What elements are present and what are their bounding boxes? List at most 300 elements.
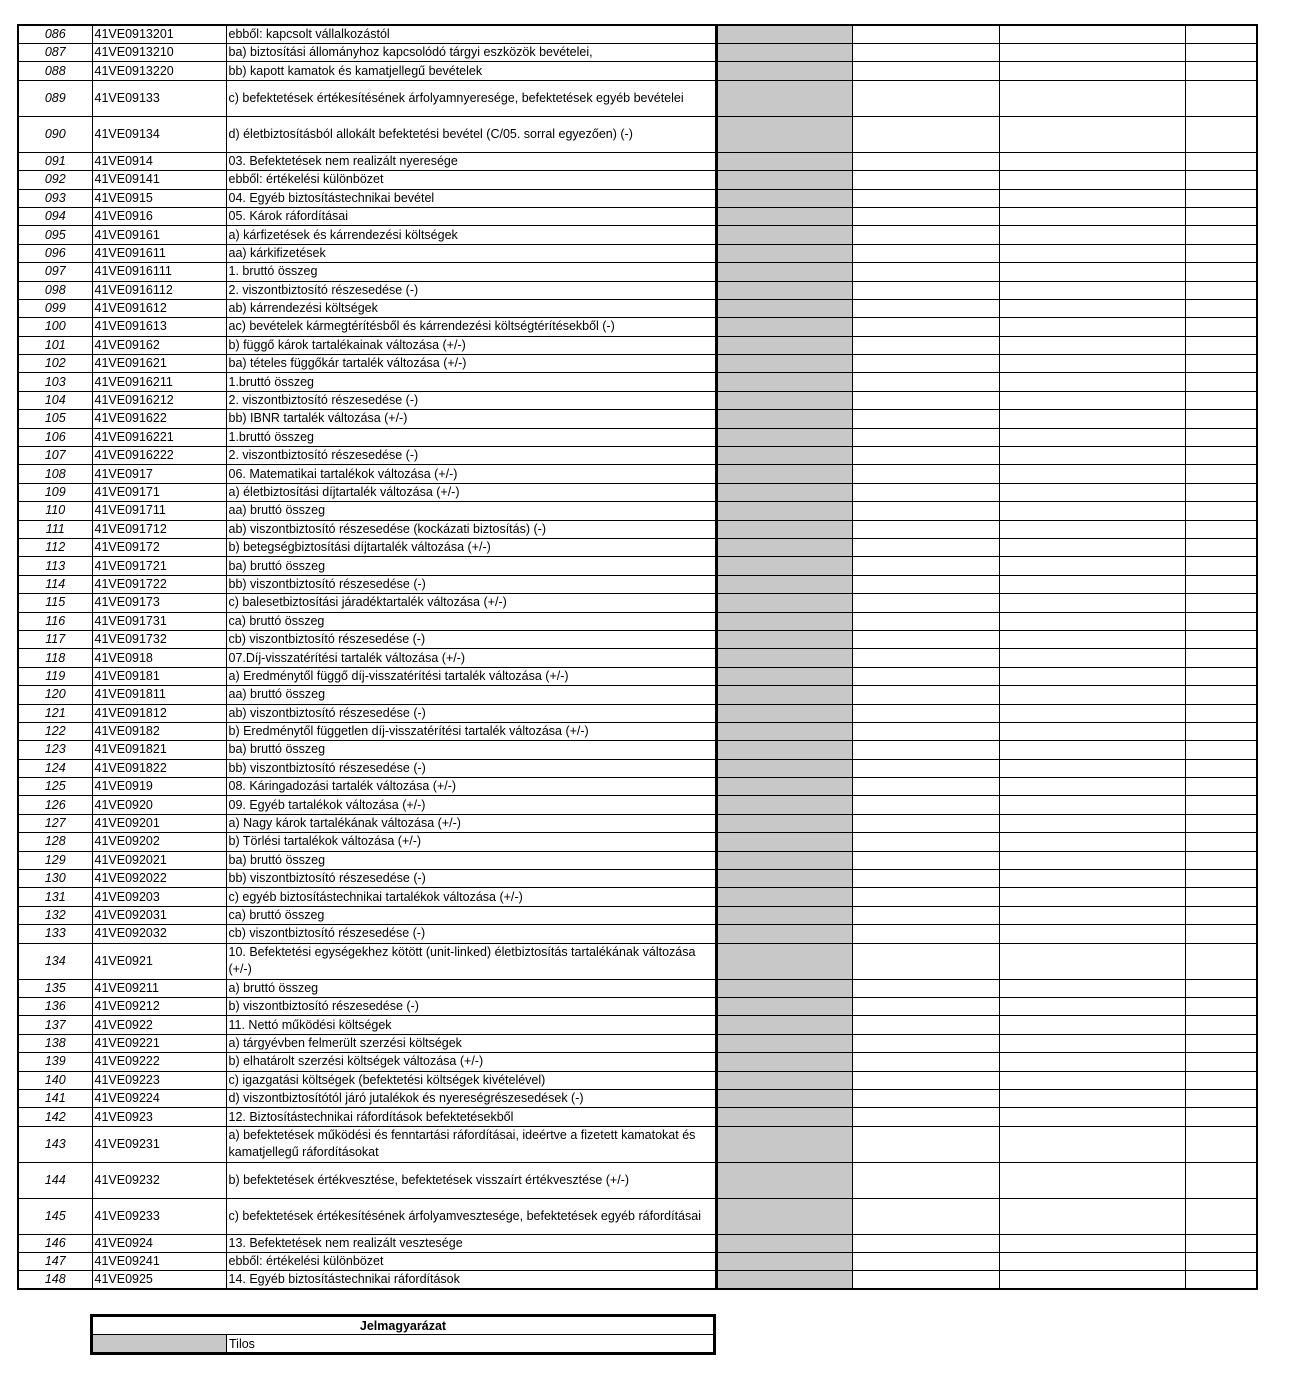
- value-cell: [999, 244, 1185, 262]
- row-number-cell: 103: [18, 373, 92, 391]
- row-code-cell: 41VE091721: [92, 557, 226, 575]
- row-description-cell: aa) kárkifizetések: [226, 244, 716, 262]
- row-number-cell: 101: [18, 336, 92, 354]
- row-description-cell: aa) bruttó összeg: [226, 502, 716, 520]
- value-cell: [1185, 336, 1257, 354]
- value-cell: [999, 281, 1185, 299]
- value-cell: [852, 226, 999, 244]
- row-number-cell: 104: [18, 391, 92, 409]
- row-code-cell: 41VE091711: [92, 502, 226, 520]
- row-code-cell: 41VE0921: [92, 943, 226, 979]
- value-cell: [852, 778, 999, 796]
- row-description-cell: ca) bruttó összeg: [226, 906, 716, 924]
- row-code-cell: 41VE0919: [92, 778, 226, 796]
- row-number-cell: 133: [18, 925, 92, 943]
- value-cell: [1185, 355, 1257, 373]
- table-row: [18, 870, 1257, 888]
- prohibited-cell: [716, 1089, 852, 1107]
- value-cell: [999, 943, 1185, 979]
- value-cell: [1185, 778, 1257, 796]
- value-cell: [999, 152, 1185, 170]
- row-code-cell: 41VE09202: [92, 833, 226, 851]
- row-number-cell: 112: [18, 538, 92, 556]
- value-cell: [1185, 44, 1257, 62]
- value-cell: [852, 318, 999, 336]
- row-number-cell: 108: [18, 465, 92, 483]
- prohibited-cell: [716, 447, 852, 465]
- prohibited-cell: [716, 391, 852, 409]
- table-row: [18, 943, 1257, 979]
- table-row: [18, 1271, 1257, 1290]
- prohibited-cell: [716, 870, 852, 888]
- row-code-cell: 41VE09134: [92, 116, 226, 152]
- prohibited-cell: [716, 630, 852, 648]
- row-number-cell: 109: [18, 483, 92, 501]
- table-row: [18, 447, 1257, 465]
- row-number-cell: 127: [18, 814, 92, 832]
- value-cell: [852, 80, 999, 116]
- value-cell: [999, 906, 1185, 924]
- row-description-cell: ebből: értékelési különbözet: [226, 1253, 716, 1271]
- row-description-cell: ba) biztosítási állományhoz kapcsolódó tárgyi eszközök bevételei,: [226, 44, 716, 62]
- value-cell: [1185, 373, 1257, 391]
- row-code-cell: 41VE09203: [92, 888, 226, 906]
- row-description-cell: bb) viszontbiztosító részesedése (-): [226, 870, 716, 888]
- row-number-cell: 111: [18, 520, 92, 538]
- row-number-cell: 138: [18, 1034, 92, 1052]
- row-description-cell: b) befektetések értékvesztése, befektetések visszaírt értékvesztése (+/-): [226, 1162, 716, 1198]
- prohibited-cell: [716, 575, 852, 593]
- prohibited-cell: [716, 410, 852, 428]
- value-cell: [1185, 1253, 1257, 1271]
- row-number-cell: 135: [18, 979, 92, 997]
- value-cell: [999, 612, 1185, 630]
- value-cell: [999, 465, 1185, 483]
- value-cell: [999, 80, 1185, 116]
- value-cell: [999, 870, 1185, 888]
- value-cell: [852, 25, 999, 44]
- value-cell: [852, 759, 999, 777]
- value-cell: [1185, 1271, 1257, 1290]
- row-code-cell: 41VE0913210: [92, 44, 226, 62]
- value-cell: [999, 355, 1185, 373]
- prohibited-cell: [716, 263, 852, 281]
- table-row: [18, 189, 1257, 207]
- table-row: [18, 410, 1257, 428]
- value-cell: [852, 870, 999, 888]
- row-code-cell: 41VE0916211: [92, 373, 226, 391]
- prohibited-cell: [716, 62, 852, 80]
- row-code-cell: 41VE0916112: [92, 281, 226, 299]
- row-number-cell: 102: [18, 355, 92, 373]
- table-row: [18, 1126, 1257, 1162]
- value-cell: [852, 1071, 999, 1089]
- prohibited-cell: [716, 171, 852, 189]
- row-description-cell: 03. Befektetések nem realizált nyeresége: [226, 152, 716, 170]
- value-cell: [1185, 226, 1257, 244]
- prohibited-cell: [716, 612, 852, 630]
- table-row: [18, 557, 1257, 575]
- prohibited-cell: [716, 833, 852, 851]
- table-row: [18, 428, 1257, 446]
- table-row: [18, 1162, 1257, 1198]
- row-code-cell: 41VE091722: [92, 575, 226, 593]
- value-cell: [999, 704, 1185, 722]
- value-cell: [1185, 428, 1257, 446]
- table-row: [18, 520, 1257, 538]
- prohibited-cell: [716, 759, 852, 777]
- row-code-cell: 41VE09171: [92, 483, 226, 501]
- row-description-cell: 1. bruttó összeg: [226, 263, 716, 281]
- value-cell: [1185, 1198, 1257, 1234]
- value-cell: [852, 1108, 999, 1126]
- value-cell: [1185, 594, 1257, 612]
- prohibited-cell: [716, 152, 852, 170]
- table-row: [18, 391, 1257, 409]
- prohibited-cell: [716, 207, 852, 225]
- report-table: [17, 24, 1258, 1290]
- row-number-cell: 125: [18, 778, 92, 796]
- value-cell: [999, 686, 1185, 704]
- row-description-cell: 2. viszontbiztosító részesedése (-): [226, 281, 716, 299]
- value-cell: [852, 502, 999, 520]
- prohibited-cell: [716, 1016, 852, 1034]
- value-cell: [1185, 888, 1257, 906]
- row-number-cell: 093: [18, 189, 92, 207]
- row-code-cell: 41VE09231: [92, 1126, 226, 1162]
- value-cell: [852, 189, 999, 207]
- row-number-cell: 100: [18, 318, 92, 336]
- value-cell: [852, 244, 999, 262]
- row-code-cell: 41VE0916212: [92, 391, 226, 409]
- row-code-cell: 41VE09212: [92, 997, 226, 1015]
- value-cell: [1185, 649, 1257, 667]
- row-number-cell: 128: [18, 833, 92, 851]
- row-code-cell: 41VE0916111: [92, 263, 226, 281]
- prohibited-cell: [716, 741, 852, 759]
- value-cell: [1185, 1126, 1257, 1162]
- value-cell: [852, 1126, 999, 1162]
- row-code-cell: 41VE09223: [92, 1071, 226, 1089]
- row-code-cell: 41VE092031: [92, 906, 226, 924]
- row-number-cell: 141: [18, 1089, 92, 1107]
- table-row: [18, 355, 1257, 373]
- value-cell: [852, 116, 999, 152]
- prohibited-cell: [716, 428, 852, 446]
- row-description-cell: ab) viszontbiztosító részesedése (-): [226, 704, 716, 722]
- value-cell: [852, 281, 999, 299]
- table-row: [18, 281, 1257, 299]
- row-description-cell: b) Eredménytől független díj-visszatérítési tartalék változása (+/-): [226, 722, 716, 740]
- value-cell: [1185, 25, 1257, 44]
- prohibited-cell: [716, 1198, 852, 1234]
- row-number-cell: 124: [18, 759, 92, 777]
- value-cell: [1185, 410, 1257, 428]
- row-number-cell: 089: [18, 80, 92, 116]
- row-number-cell: 148: [18, 1271, 92, 1290]
- value-cell: [999, 741, 1185, 759]
- row-number-cell: 132: [18, 906, 92, 924]
- value-cell: [1185, 557, 1257, 575]
- prohibited-cell: [716, 667, 852, 685]
- row-description-cell: cb) viszontbiztosító részesedése (-): [226, 925, 716, 943]
- value-cell: [999, 538, 1185, 556]
- prohibited-cell: [716, 1108, 852, 1126]
- row-code-cell: 41VE0913201: [92, 25, 226, 44]
- prohibited-cell: [716, 116, 852, 152]
- row-number-cell: 118: [18, 649, 92, 667]
- value-cell: [1185, 263, 1257, 281]
- row-description-cell: b) függő károk tartalékainak változása (+/-): [226, 336, 716, 354]
- value-cell: [852, 299, 999, 317]
- row-code-cell: 41VE09224: [92, 1089, 226, 1107]
- value-cell: [1185, 686, 1257, 704]
- value-cell: [1185, 943, 1257, 979]
- row-description-cell: aa) bruttó összeg: [226, 686, 716, 704]
- row-description-cell: d) viszontbiztosítótól járó jutalékok és nyereségrészesedések (-): [226, 1089, 716, 1107]
- row-code-cell: 41VE0924: [92, 1234, 226, 1252]
- value-cell: [1185, 630, 1257, 648]
- table-row: [18, 575, 1257, 593]
- row-description-cell: ac) bevételek kármegtérítésből és kárrendezési költségtérítésekből (-): [226, 318, 716, 336]
- value-cell: [1185, 520, 1257, 538]
- table-row: [18, 1198, 1257, 1234]
- value-cell: [1185, 1234, 1257, 1252]
- table-row: [18, 1234, 1257, 1252]
- row-code-cell: 41VE09141: [92, 171, 226, 189]
- value-cell: [999, 630, 1185, 648]
- value-cell: [1185, 997, 1257, 1015]
- row-code-cell: 41VE091712: [92, 520, 226, 538]
- value-cell: [999, 722, 1185, 740]
- row-description-cell: cb) viszontbiztosító részesedése (-): [226, 630, 716, 648]
- value-cell: [852, 465, 999, 483]
- row-code-cell: 41VE092021: [92, 851, 226, 869]
- prohibited-cell: [716, 25, 852, 44]
- value-cell: [852, 630, 999, 648]
- row-code-cell: 41VE0918: [92, 649, 226, 667]
- value-cell: [852, 1253, 999, 1271]
- value-cell: [852, 428, 999, 446]
- value-cell: [1185, 979, 1257, 997]
- prohibited-cell: [716, 686, 852, 704]
- value-cell: [1185, 575, 1257, 593]
- value-cell: [852, 263, 999, 281]
- prohibited-cell: [716, 483, 852, 501]
- value-cell: [852, 1016, 999, 1034]
- table-row: [18, 594, 1257, 612]
- prohibited-cell: [716, 778, 852, 796]
- row-number-cell: 116: [18, 612, 92, 630]
- prohibited-cell: [716, 906, 852, 924]
- table-row: [18, 925, 1257, 943]
- value-cell: [999, 502, 1185, 520]
- table-row: [18, 759, 1257, 777]
- value-cell: [1185, 906, 1257, 924]
- value-cell: [1185, 244, 1257, 262]
- table-row: [18, 796, 1257, 814]
- row-number-cell: 119: [18, 667, 92, 685]
- row-description-cell: 08. Káringadozási tartalék változása (+/-): [226, 778, 716, 796]
- row-description-cell: 13. Befektetések nem realizált vesztesége: [226, 1234, 716, 1252]
- table-row: [18, 318, 1257, 336]
- row-code-cell: 41VE09162: [92, 336, 226, 354]
- row-number-cell: 130: [18, 870, 92, 888]
- table-row: [18, 226, 1257, 244]
- value-cell: [999, 1108, 1185, 1126]
- row-code-cell: 41VE0922: [92, 1016, 226, 1034]
- row-description-cell: 06. Matematikai tartalékok változása (+/-): [226, 465, 716, 483]
- value-cell: [852, 373, 999, 391]
- row-description-cell: b) Törlési tartalékok változása (+/-): [226, 833, 716, 851]
- value-cell: [999, 979, 1185, 997]
- prohibited-cell: [716, 1126, 852, 1162]
- value-cell: [1185, 538, 1257, 556]
- row-code-cell: 41VE092032: [92, 925, 226, 943]
- row-number-cell: 092: [18, 171, 92, 189]
- row-code-cell: 41VE092022: [92, 870, 226, 888]
- prohibited-cell: [716, 814, 852, 832]
- row-code-cell: 41VE091821: [92, 741, 226, 759]
- value-cell: [999, 263, 1185, 281]
- row-code-cell: 41VE09182: [92, 722, 226, 740]
- value-cell: [999, 1016, 1185, 1034]
- value-cell: [852, 722, 999, 740]
- row-number-cell: 098: [18, 281, 92, 299]
- row-number-cell: 136: [18, 997, 92, 1015]
- table-row: [18, 851, 1257, 869]
- row-number-cell: 146: [18, 1234, 92, 1252]
- value-cell: [999, 1089, 1185, 1107]
- row-description-cell: ab) viszontbiztosító részesedése (kockázati biztosítás) (-): [226, 520, 716, 538]
- value-cell: [999, 1271, 1185, 1290]
- row-code-cell: 41VE0916222: [92, 447, 226, 465]
- prohibited-cell: [716, 465, 852, 483]
- table-row: [18, 649, 1257, 667]
- row-description-cell: bb) IBNR tartalék változása (+/-): [226, 410, 716, 428]
- table-row: [18, 979, 1257, 997]
- prohibited-cell: [716, 318, 852, 336]
- value-cell: [852, 906, 999, 924]
- value-cell: [1185, 318, 1257, 336]
- row-number-cell: 131: [18, 888, 92, 906]
- value-cell: [1185, 80, 1257, 116]
- value-cell: [1185, 851, 1257, 869]
- row-description-cell: bb) kapott kamatok és kamatjellegű bevételek: [226, 62, 716, 80]
- row-description-cell: a) Eredménytől függő díj-visszatérítési tartalék változása (+/-): [226, 667, 716, 685]
- row-description-cell: 2. viszontbiztosító részesedése (-): [226, 391, 716, 409]
- value-cell: [999, 447, 1185, 465]
- row-number-cell: 126: [18, 796, 92, 814]
- prohibited-cell: [716, 299, 852, 317]
- value-cell: [999, 336, 1185, 354]
- row-code-cell: 41VE09173: [92, 594, 226, 612]
- table-row: [18, 1053, 1257, 1071]
- value-cell: [852, 62, 999, 80]
- row-code-cell: 41VE09133: [92, 80, 226, 116]
- row-number-cell: 086: [18, 25, 92, 44]
- value-cell: [999, 1234, 1185, 1252]
- prohibited-cell: [716, 538, 852, 556]
- value-cell: [999, 796, 1185, 814]
- value-cell: [1185, 870, 1257, 888]
- value-cell: [1185, 465, 1257, 483]
- row-code-cell: 41VE09181: [92, 667, 226, 685]
- value-cell: [1185, 171, 1257, 189]
- prohibited-cell: [716, 1162, 852, 1198]
- row-description-cell: ca) bruttó összeg: [226, 612, 716, 630]
- value-cell: [999, 925, 1185, 943]
- row-number-cell: 122: [18, 722, 92, 740]
- value-cell: [852, 796, 999, 814]
- row-description-cell: a) kárfizetések és kárrendezési költségek: [226, 226, 716, 244]
- prohibited-cell: [716, 594, 852, 612]
- value-cell: [1185, 722, 1257, 740]
- prohibited-cell: [716, 244, 852, 262]
- value-cell: [1185, 612, 1257, 630]
- row-number-cell: 114: [18, 575, 92, 593]
- prohibited-cell: [716, 44, 852, 62]
- value-cell: [1185, 299, 1257, 317]
- value-cell: [1185, 814, 1257, 832]
- prohibited-cell: [716, 373, 852, 391]
- value-cell: [852, 814, 999, 832]
- row-description-cell: c) balesetbiztosítási járadéktartalék változása (+/-): [226, 594, 716, 612]
- value-cell: [999, 373, 1185, 391]
- value-cell: [999, 299, 1185, 317]
- value-cell: [852, 612, 999, 630]
- table-row: [18, 906, 1257, 924]
- prohibited-cell: [716, 1034, 852, 1052]
- value-cell: [1185, 502, 1257, 520]
- row-number-cell: 113: [18, 557, 92, 575]
- value-cell: [999, 1053, 1185, 1071]
- value-cell: [852, 1271, 999, 1290]
- row-number-cell: 142: [18, 1108, 92, 1126]
- legend-swatch: [92, 1335, 227, 1354]
- value-cell: [852, 1053, 999, 1071]
- row-code-cell: 41VE091621: [92, 355, 226, 373]
- row-code-cell: 41VE0925: [92, 1271, 226, 1290]
- value-cell: [999, 428, 1185, 446]
- row-description-cell: ebből: kapcsolt vállalkozástól: [226, 25, 716, 44]
- value-cell: [999, 44, 1185, 62]
- row-number-cell: 145: [18, 1198, 92, 1234]
- value-cell: [852, 686, 999, 704]
- row-code-cell: 41VE09222: [92, 1053, 226, 1071]
- value-cell: [852, 741, 999, 759]
- prohibited-cell: [716, 979, 852, 997]
- row-description-cell: ba) bruttó összeg: [226, 557, 716, 575]
- prohibited-cell: [716, 796, 852, 814]
- value-cell: [999, 575, 1185, 593]
- value-cell: [1185, 1108, 1257, 1126]
- report-table-body: [18, 25, 1257, 1289]
- table-row: [18, 1016, 1257, 1034]
- row-number-cell: 143: [18, 1126, 92, 1162]
- table-row: [18, 263, 1257, 281]
- table-row: [18, 814, 1257, 832]
- value-cell: [852, 667, 999, 685]
- row-number-cell: 123: [18, 741, 92, 759]
- value-cell: [999, 483, 1185, 501]
- value-cell: [1185, 741, 1257, 759]
- prohibited-cell: [716, 355, 852, 373]
- table-row: [18, 62, 1257, 80]
- value-cell: [1185, 796, 1257, 814]
- prohibited-cell: [716, 336, 852, 354]
- table-row: [18, 244, 1257, 262]
